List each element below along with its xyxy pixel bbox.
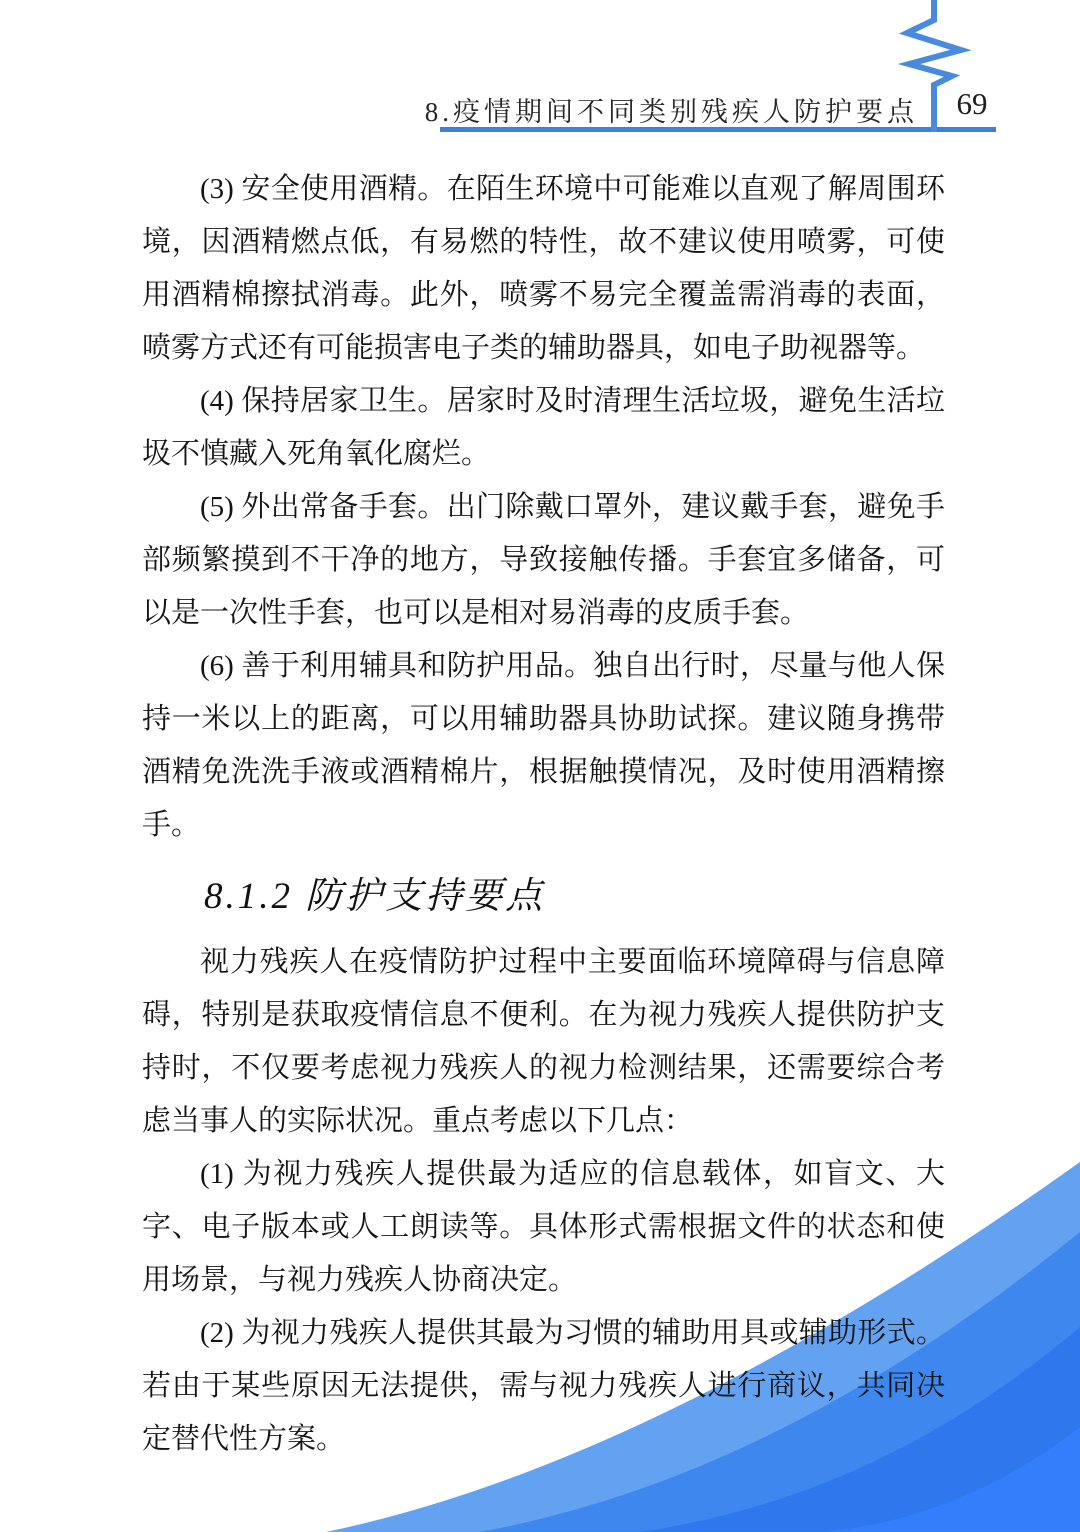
paragraph-item-4: (4) 保持居家卫生。居家时及时清理生活垃圾，避免生活垃圾不慎藏入死角氧化腐烂。 <box>142 385 945 470</box>
paragraph-item-6: (6) 善于利用辅具和防护用品。独自出行时，尽量与他人保持一米以上的距离，可以用辅助器具协助试探。建议随身携带酒精免洗洗手液或酒精棉片，根据触摸情况，及时使用酒精擦手。 <box>142 650 945 841</box>
paragraph-intro: 视力残疾人在疫情防护过程中主要面临环境障碍与信息障碍，特别是获取疫情信息不便利。在为视力残疾人提供防护支持时，不仅要考虑视力残疾人的视力检测结果，还需要综合考虑当事人的实际状况。重点考虑以下几点： <box>142 946 945 1137</box>
paragraph-item-3: (3) 安全使用酒精。在陌生环境中可能难以直观了解周围环境，因酒精燃点低，有易燃的特性，故不建议使用喷雾，可使用酒精棉擦拭消毒。此外，喷雾不易完全覆盖需消毒的表面，喷雾方式还有可能损害电子类的辅助器具，如电子助视器等。 <box>142 173 945 364</box>
paragraph-item-2: (2) 为视力残疾人提供其最为习惯的辅助用具或辅助形式。若由于某些原因无法提供，需与视力残疾人进行商议，共同决定替代性方案。 <box>142 1317 945 1455</box>
page-number: 69 <box>956 86 988 121</box>
page-body <box>142 163 945 1466</box>
zigzag-ornament-icon <box>860 0 1020 135</box>
paragraph-item-1: (1) 为视力残疾人提供最为适应的信息载体，如盲文、大字、电子版本或人工朗读等。具体形式需根据文件的状态和使用场景，与视力残疾人协商决定。 <box>142 1158 945 1296</box>
section-heading: 8.1.2 防护支持要点 <box>204 876 546 917</box>
running-header-title: 8.疫情期间不同类别残疾人防护要点 <box>424 97 918 127</box>
paragraph-item-5: (5) 外出常备手套。出门除戴口罩外，建议戴手套，避免手部频繁摸到不干净的地方，导致接触传播。手套宜多储备，可以是一次性手套，也可以是相对易消毒的皮质手套。 <box>142 491 945 629</box>
